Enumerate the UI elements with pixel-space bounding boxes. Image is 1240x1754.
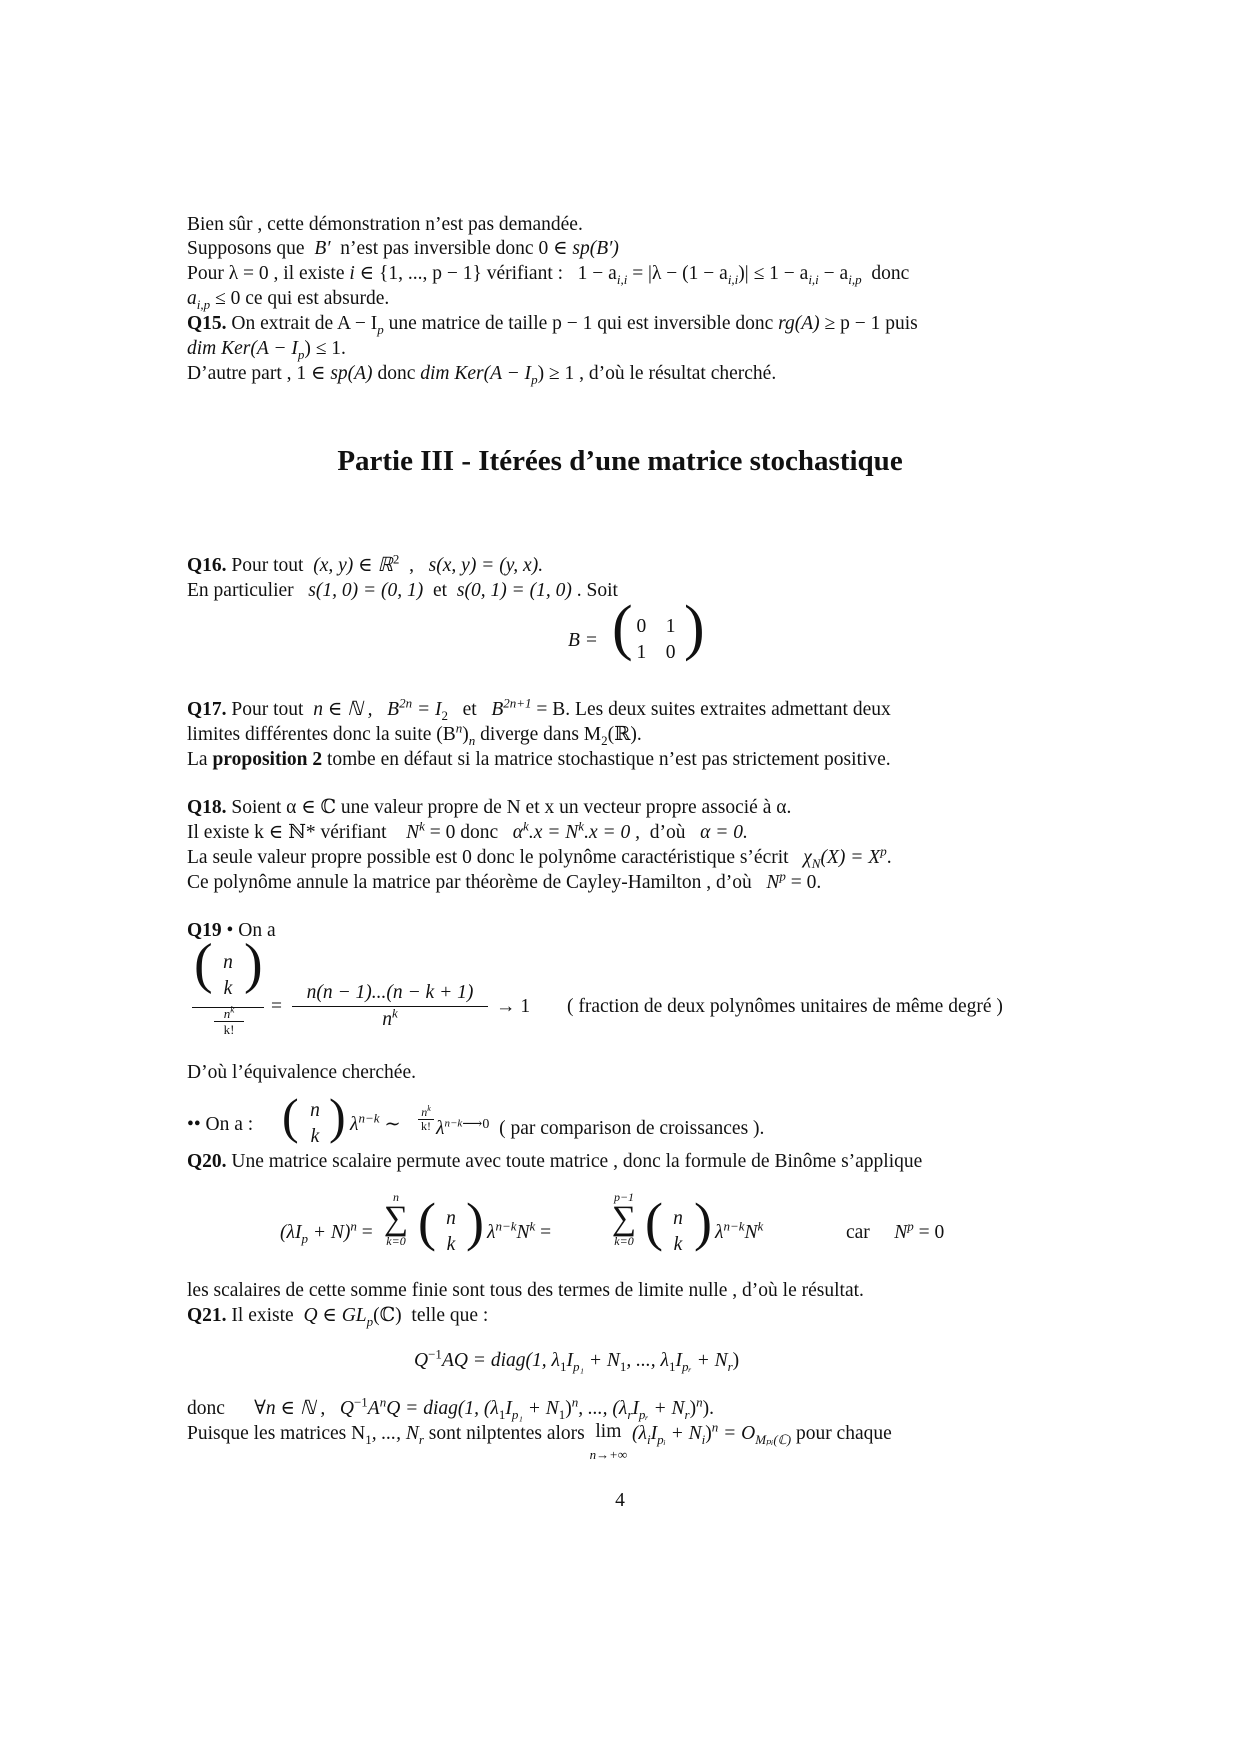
text-line: Pour λ = 0 , il existe i ∈ {1, ..., p − 1} vérifiant : $1 - a_{i,i} = |\lambda - (1 - a_{i,i})| \le 1 - a_{i,i} - a_{i,p}$ donc — [187, 263, 910, 287]
fraction-denominator: $n^k$ k! — [214, 1006, 244, 1037]
section-title: Partie III - Itérées d’une matrice stochastique — [337, 445, 903, 477]
page-number: 4 — [615, 1490, 625, 1511]
binomial-coefficient: n k — [673, 1208, 683, 1255]
matrix-lhs: B = — [568, 630, 598, 651]
small-fraction: $n^k$ k! — [418, 1106, 434, 1133]
text-line: La seule valeur propre possible est 0 donc le polynôme caractéristique s’écrit $\chi_N(X) = X^p$. — [187, 843, 892, 871]
text-line: Q18. Soient α ∈ ℂ une valeur propre de N et x un vecteur propre associé à α. — [187, 797, 792, 818]
text-line: Bien sûr , cette démonstration n’est pas demandée. — [187, 214, 583, 235]
binom-open-paren: ( — [645, 1192, 663, 1252]
text-line: Q16. Pour tout (x, y) ∈ ℝ$^2$ , s(x, y) = (y, x). — [187, 551, 544, 576]
text-line: En particulier s(1, 0) = (0, 1) et s(0, 1) = (1, 0) . Soit — [187, 580, 618, 601]
binom-open-paren: ( — [282, 1088, 299, 1144]
text-line: Q20. Une matrice scalaire permute avec toute matrice , donc la formule de Binôme s’applique — [187, 1151, 923, 1172]
text-line: Supposons que B′ n’est pas inversible donc 0 ∈ sp(B′) — [187, 238, 619, 259]
equals-sign: = — [271, 996, 282, 1017]
diagonalization-equation: $Q^{-1}AQ$ = diag(1, $\lambda_1I_{p_1} + N_1$, ..., $\lambda_1I_{pᵣ} + N_r$) — [414, 1346, 740, 1374]
binomial-lhs: $(\lambda I_p + N)^n$ = — [280, 1218, 373, 1246]
text-line: Q21. Il existe Q ∈ $GL_p(ℂ)$ telle que : — [187, 1305, 489, 1329]
text-line: les scalaires de cette somme finie sont tous des termes de limite nulle , d’où le résultat. — [187, 1280, 864, 1301]
limit-operator: lim n→+∞ — [589, 1421, 628, 1462]
sum-term: $\lambda^{n-k}N^k$ = — [487, 1218, 552, 1243]
sum-term: $\lambda^{n-k}N^k$ — [715, 1218, 764, 1243]
sum-symbol: p−1 ∑ k=0 — [611, 1190, 637, 1248]
text-line: $a_{i,p} \le 0$ ce qui est absurde. — [187, 288, 390, 312]
asymptotic-expression: $\lambda^{n-k}$ ∼ — [350, 1110, 401, 1135]
condition: car $N^p = 0$ — [846, 1218, 945, 1243]
binom-close-paren: ) — [329, 1088, 346, 1144]
binom-close-paren: ) — [466, 1192, 484, 1252]
ratio-fraction: n(n − 1)...(n − k + 1) $n^k$ — [292, 980, 488, 1033]
text-line: Q15. On extrait de $A - I_p$ une matrice de taille p − 1 qui est inversible donc rg(A) ≥ p − 1 puis — [187, 313, 918, 337]
binomial-coefficient: n k — [223, 952, 233, 999]
text-line: Q17. Pour tout n ∈ ℕ , $B^{2n} = I_2$ et $B^{2n+1} = B$. Les deux suites extraites admettant deux — [187, 695, 891, 723]
text-line: D’autre part , 1 ∈ sp(A) donc dim $Ker(A - I_p) \ge 1$ , d’où le résultat cherché. — [187, 363, 777, 387]
binomial-coefficient: n k — [446, 1208, 456, 1255]
sum-symbol: n ∑ k=0 — [383, 1190, 409, 1248]
binomial-coefficient: n k — [310, 1100, 320, 1147]
text-line: donc ∀n ∈ ℕ , $Q^{-1}A^nQ$ = diag(1, $(\lambda_1I_{p_1} + N_1)^n$, ..., $(\lambda_rI_{pᵣ} + N_r)^n$). — [187, 1394, 714, 1422]
asymptotic-expression: $\lambda^{n-k⟶0}$ ( par comparison de croissances ). — [436, 1117, 765, 1139]
text-line: Il existe k ∈ ℕ* vérifiant $N^k = 0$ donc $\alpha^k.x = N^k.x = 0$ , d’où α = 0. — [187, 818, 748, 843]
text-line: Ce polynôme annule la matrice par théorème de Cayley-Hamilton , d’où $N^p = 0$. — [187, 868, 822, 893]
binom-close-paren: ) — [694, 1192, 712, 1252]
binom-open-paren: ( — [194, 933, 213, 995]
text-line: Puisque les matrices $N_1$, ..., $N_r$ sont nilptentes alors lim n→+∞ $(\lambda_iI_{pᵢ} + N_i)^n = O_{M_pᵢ(ℂ)}$ pour chaque — [187, 1421, 892, 1466]
text-line: •• On a : — [187, 1114, 254, 1135]
comment: ( fraction de deux polynômes unitaires de même degré ) — [567, 996, 1003, 1017]
matrix-close-paren: ) — [684, 594, 705, 662]
binom-close-paren: ) — [244, 933, 263, 995]
matrix-open-paren: ( — [612, 594, 633, 662]
text-line: dim $Ker(A - I_p) \le 1$. — [187, 338, 346, 362]
text-line: limites différentes donc la suite $(B^n)_n$ diverge dans $M_2(ℝ)$. — [187, 720, 642, 748]
text-line: D’où l’équivalence cherchée. — [187, 1062, 416, 1083]
binom-open-paren: ( — [418, 1192, 436, 1252]
text-line: La proposition 2 tombe en défaut si la matrice stochastique n’est pas strictement positive. — [187, 749, 891, 770]
text-line: Q19 • On a — [187, 920, 276, 941]
limit-arrow: → 1 — [496, 996, 531, 1017]
matrix-b: 0 1 1 0 — [636, 616, 676, 663]
